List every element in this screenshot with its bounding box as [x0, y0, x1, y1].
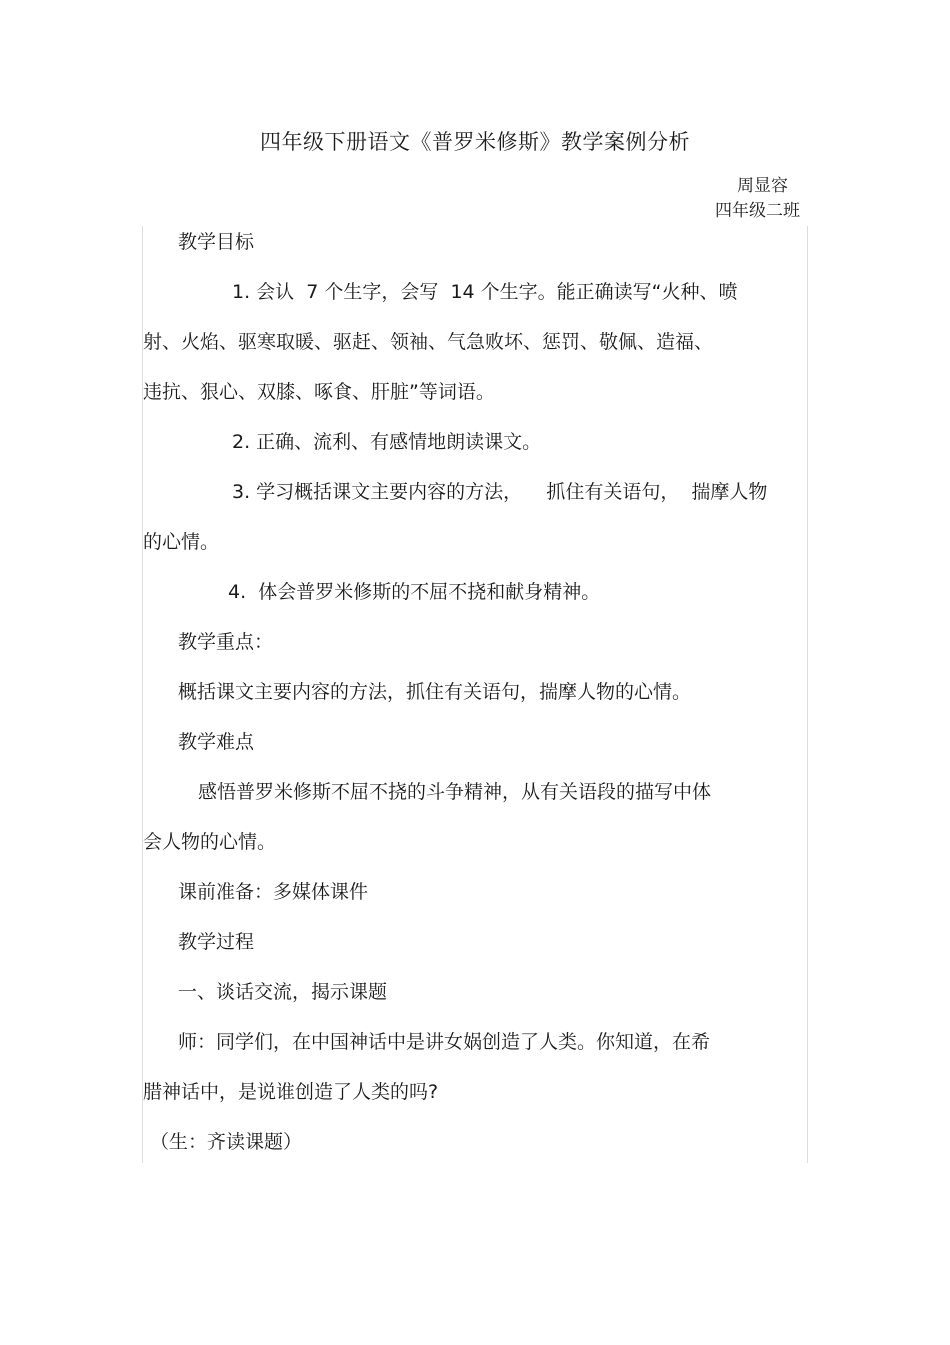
- paragraph-line: 课前准备：多媒体课件: [178, 881, 369, 903]
- author-name: 周显容: [737, 176, 788, 196]
- paragraph-line: 的心情。: [143, 531, 220, 553]
- paragraph-line: 违抗、狠心、双膝、啄食、肝脏”等词语。: [143, 381, 495, 403]
- paragraph-line: 1. 会认 7 个生字，会写 14 个生字。能正确读写“火种、喷: [232, 281, 738, 303]
- paragraph-line: 射、火焰、驱寒取暖、驱赶、领袖、气急败坏、惩罚、敬佩、造福、: [143, 331, 714, 353]
- paragraph-line: （生：齐读课题）: [150, 1131, 303, 1153]
- paragraph-line: 会人物的心情。: [143, 831, 277, 853]
- section-heading: 教学重点：: [178, 631, 274, 653]
- class-name: 四年级二班: [715, 201, 800, 221]
- section-heading: 教学目标: [178, 231, 255, 253]
- paragraph-line: 感悟普罗米修斯不屈不挠的斗争精神，从有关语段的描写中体: [198, 781, 712, 803]
- document-title: 四年级下册语文《普罗米修斯》教学案例分析: [260, 130, 690, 154]
- section-heading: 一、谈话交流，揭示课题: [178, 981, 388, 1003]
- paragraph-line: 概括课文主要内容的方法，抓住有关语句，揣摩人物的心情。: [178, 681, 692, 703]
- paragraph-line: 师：同学们，在中国神话中是讲女娲创造了人类。你知道，在希: [178, 1031, 711, 1053]
- paragraph-line: 3. 学习概括课文主要内容的方法， 抓住有关语句， 揣摩人物: [232, 481, 768, 503]
- paragraph-line: 4. 体会普罗米修斯的不屈不挠和献身精神。: [228, 581, 601, 603]
- section-heading: 教学过程: [178, 931, 255, 953]
- paragraph-line: 腊神话中，是说谁创造了人类的吗?: [143, 1081, 439, 1103]
- paragraph-line: 2. 正确、流利、有感情地朗读课文。: [232, 431, 542, 453]
- section-heading: 教学难点: [178, 731, 255, 753]
